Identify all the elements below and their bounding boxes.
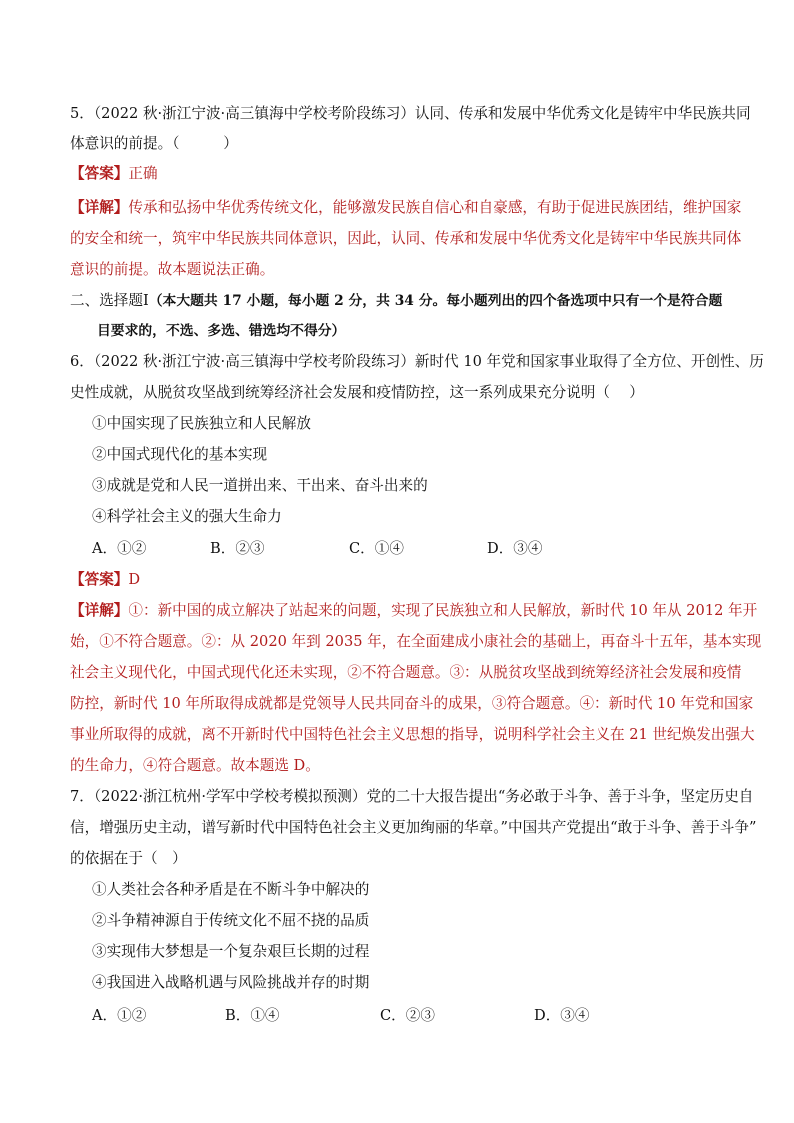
q6-item-1: ①中国实现了民族独立和人民解放 [92,415,311,432]
q7-item-2: ②斗争精神源自于传统文化不屈不挠的品质 [92,912,370,929]
section-title: 二、选择题Ⅰ [70,292,149,309]
q5-detail-line-3: 意识的前提。故本题说法正确。 [70,261,275,278]
q6-detail-line-5: 事业所取得的成就，离不开新时代中国特色社会主义思想的指导，说明科学社会主义在 21 世纪焕发出强大 [70,726,755,743]
q6-answer [70,570,140,590]
q6-stem-line-2: 史性成就，从脱贫攻坚战到统筹经济社会发展和疫情防控，这一系列成果充分说明（ ） [70,384,644,401]
answer-value: 正确 [128,165,158,182]
detail-label: 【详解】 [70,199,129,216]
q6-detail-line-1: 【详解】①：新中国的成立解决了站起来的问题，实现了民族独立和人民解放，新时代 10 年从 2012 年开 [70,602,758,619]
q7-stem-line-3: 的依据在于（ ） [70,850,187,867]
q5-detail-line-2: 的安全和统一，筑牢中华民族共同体意识，因此，认同、传承和发展中华优秀文化是铸牢中华民族共同体 [70,230,742,247]
section-desc-2: 目要求的，不选、多选、错选均不得分） [97,323,346,339]
q6-item-4: ④科学社会主义的强大生命力 [92,508,282,525]
q7-option-b: B．①④ [225,1007,280,1024]
q6-option-c: C．①④ [349,540,404,557]
q6-option-a: A．①② [92,540,147,557]
q6-detail-line-4: 防控，新时代 10 年所取得成就都是党领导人民共同奋斗的成果，③符合题意。④：新时代 10 年党和国家 [70,695,754,712]
detail-label: 【详解】 [70,602,129,619]
q6-detail-line-2: 始，①不符合题意。②：从 2020 年到 2035 年，在全面建成小康社会的基础上，再奋斗十五年，基本实现 [70,633,762,650]
q7-option-a: A．①② [92,1007,147,1024]
q6-item-3: ③成就是党和人民一道拼出来、干出来、奋斗出来的 [92,477,428,494]
q5-answer [70,164,158,184]
section-header [70,291,722,311]
q6-item-2: ②中国式现代化的基本实现 [92,446,268,463]
q7-option-d: D．③④ [534,1007,590,1024]
answer-label: 【答案】 [70,571,129,588]
q6-option-d: D．③④ [487,540,543,557]
section-desc-1: （本大题共 17 小题，每小题 2 分，共 34 分。每小题列出的四个备选项中只有一个是符合题 [148,293,723,309]
q6-stem-line-1: 6．（2022 秋·浙江宁波·高三镇海中学校考阶段练习）新时代 10 年党和国家事业取得了全方位、开创性、历 [70,353,764,370]
q7-item-3: ③实现伟大梦想是一个复杂艰巨长期的过程 [92,943,370,960]
q6-option-b: B．②③ [210,540,265,557]
q7-item-4: ④我国进入战略机遇与风险挑战并存的时期 [92,974,370,991]
q7-stem-line-2: 信，增强历史主动，谱写新时代中国特色社会主义更加绚丽的华章。”中国共产党提出“敢于斗争、善于斗争” [70,819,757,836]
q7-option-c: C．②③ [380,1007,435,1024]
answer-label: 【答案】 [70,165,129,182]
q5-stem-line-1: 5．（2022 秋·浙江宁波·高三镇海中学校考阶段练习）认同、传承和发展中华优秀文化是铸牢中华民族共同 [70,105,751,122]
q7-stem-line-1: 7．（2022·浙江杭州·学军中学校考模拟预测）党的二十大报告提出“务必敢于斗争、善于斗争，坚定历史自 [70,788,754,805]
q6-detail-line-3: 社会主义现代化，中国式现代化还未实现，②不符合题意。③：从脱贫攻坚战到统筹经济社会发展和疫情 [70,664,742,681]
q5-stem-line-2: 体意识的前提。（ ） [70,135,238,152]
q5-detail-line-1: 【详解】传承和弘扬中华优秀传统文化，能够激发民族自信心和自豪感，有助于促进民族团结，维护国家 [70,199,742,216]
answer-value: D [128,571,141,588]
q6-detail-line-6: 的生命力，④符合题意。故本题选 D。 [70,757,320,774]
q7-item-1: ①人类社会各种矛盾是在不断斗争中解决的 [92,881,370,898]
